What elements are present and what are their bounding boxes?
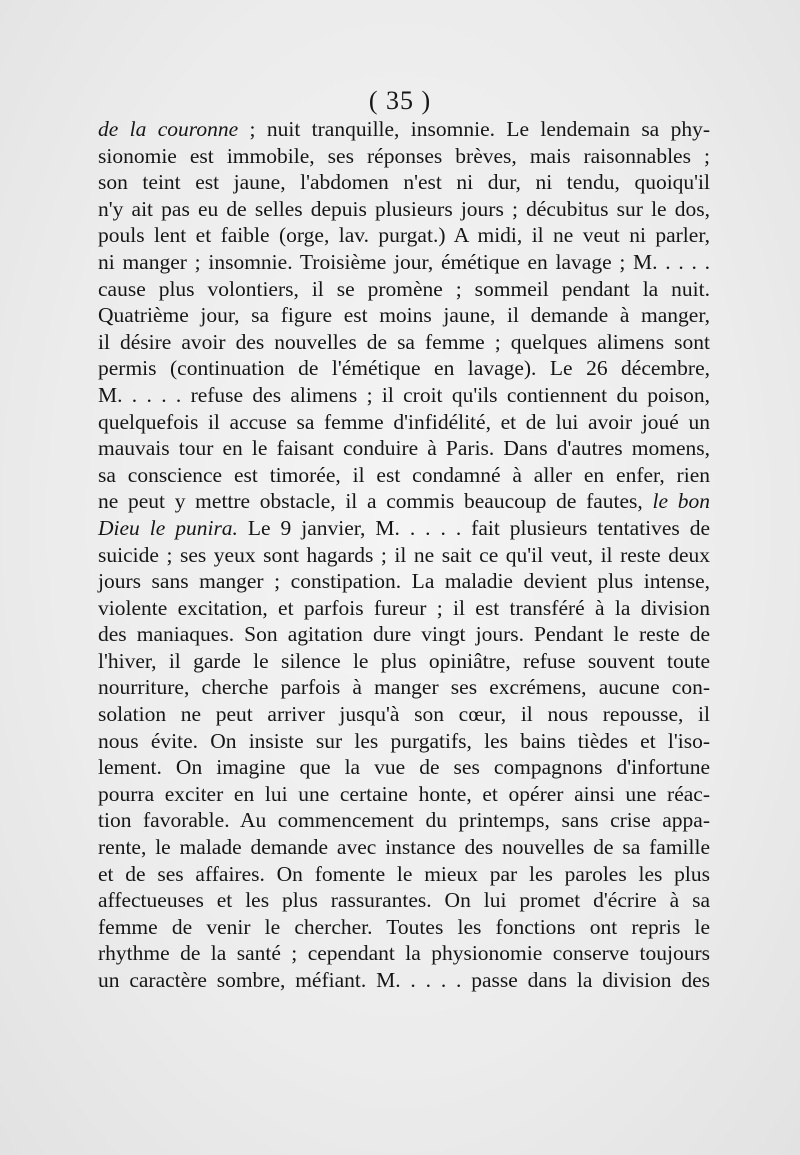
text-line [98, 542, 710, 569]
text-line [98, 488, 710, 515]
text-line [98, 462, 710, 489]
line-text: suicide ; ses yeux sont hagards ; il ne sait ce qu'il veut, il reste deux [98, 542, 710, 567]
line-text: quelquefois il accuse sa femme d'infidélité, et de lui avoir joué un [98, 409, 710, 434]
line-text: sionomie est immobile, ses réponses brèves, mais raisonnables ; [98, 143, 710, 168]
text-line [98, 674, 710, 701]
text-line [98, 967, 710, 994]
line-text: rente, le malade demande avec instance des nouvelles de sa famille [98, 835, 710, 860]
line-text: un caractère sombre, méfiant. M. . . . . passe dans la division des [98, 968, 710, 992]
line-text: affectueuses et les plus rassurantes. On lui promet d'écrire à sa [98, 888, 710, 913]
line-text: pouls lent et faible (orge, lav. purgat.) A midi, il ne veut ni parler, [98, 223, 710, 248]
text-line [98, 781, 710, 808]
text-line [98, 914, 710, 941]
text-line [98, 568, 710, 595]
text-line [98, 754, 710, 781]
italic-text: de la couronne [98, 117, 239, 141]
line-text: permis (continuation de l'émétique en lavage). Le 26 décembre, [98, 356, 710, 381]
text-line [98, 621, 710, 648]
line-text: des maniaques. Son agitation dure vingt jours. Pendant le reste de [98, 622, 710, 647]
text-line [98, 382, 710, 409]
line-text: et de ses affaires. On fomente le mieux par les paroles les plus [98, 861, 710, 886]
line-text: violente excitation, et parfois fureur ; il est transféré à la division [98, 595, 710, 620]
text-line [98, 276, 710, 303]
line-text: nous évite. On insiste sur les purgatifs, les bains tièdes et l'iso- [98, 728, 710, 753]
line-text: ; nuit tranquille, insomnie. Le lendemain sa phy- [238, 117, 711, 141]
line-text: Quatrième jour, sa figure est moins jaune, il demande à manger, [98, 303, 710, 328]
text-line [98, 515, 710, 542]
text-line [98, 196, 710, 223]
text-line [98, 435, 710, 462]
text-line [98, 169, 710, 196]
line-text: rhythme de la santé ; cependant la physionomie conserve toujours [98, 941, 710, 966]
page-number: ( 35 ) [368, 86, 432, 115]
italic-text: Dieu le punira. [98, 515, 238, 540]
line-text: mauvais tour en le faisant conduire à Paris. Dans d'autres momens, [98, 436, 710, 461]
text-line [98, 222, 710, 249]
line-text: l'hiver, il garde le silence le plus opiniâtre, refuse souvent toute [98, 648, 710, 673]
text-line [98, 302, 710, 329]
italic-text: le bon [652, 489, 710, 514]
text-line [98, 887, 710, 914]
line-text: son teint est jaune, l'abdomen n'est ni dur, ni tendu, quoiqu'il [98, 170, 710, 195]
text-line [98, 861, 710, 888]
text-line [98, 940, 710, 967]
text-line [98, 409, 710, 436]
line-text: solation ne peut arriver jusqu'à son cœur, il nous repousse, il [98, 702, 710, 727]
text-line [98, 701, 710, 728]
line-text: n'y ait pas eu de selles depuis plusieurs jours ; décubitus sur le dos, [98, 196, 710, 221]
line-text: tion favorable. Au commencement du printemps, sans crise appa- [98, 808, 710, 833]
line-text: femme de venir le chercher. Toutes les fonctions ont repris le [98, 914, 710, 939]
line-text: ni manger ; insomnie. Troisième jour, émétique en lavage ; M. . . . . [98, 249, 710, 274]
line-text: jours sans manger ; constipation. La maladie devient plus intense, [98, 569, 710, 594]
text-line [98, 116, 710, 143]
body-text [98, 116, 710, 994]
line-text: ne peut y mettre obstacle, il a commis beaucoup de fautes, [98, 489, 653, 514]
line-text: M. . . . . refuse des alimens ; il croit qu'ils contiennent du poison, [98, 382, 710, 407]
text-line [98, 648, 710, 675]
line-text: pourra exciter en lui une certaine honte, et opérer ainsi une réac- [98, 781, 710, 806]
text-line [98, 595, 710, 622]
text-line [98, 834, 710, 861]
text-line [98, 355, 710, 382]
line-text: lement. On imagine que la vue de ses compagnons d'infortune [98, 755, 710, 780]
line-text: sa conscience est timorée, il est condamné à aller en enfer, rien [98, 462, 710, 487]
line-text: il désire avoir des nouvelles de sa femme ; quelques alimens sont [98, 329, 710, 354]
line-text: Le 9 janvier, M. . . . . fait plusieurs tentatives de [237, 515, 710, 540]
text-line [98, 329, 710, 356]
text-line [98, 728, 710, 755]
text-line [98, 249, 710, 276]
line-text: nourriture, cherche parfois à manger ses excrémens, aucune con- [98, 675, 710, 700]
text-line [98, 807, 710, 834]
text-line [98, 143, 710, 170]
line-text: cause plus volontiers, il se promène ; sommeil pendant la nuit. [98, 276, 710, 301]
